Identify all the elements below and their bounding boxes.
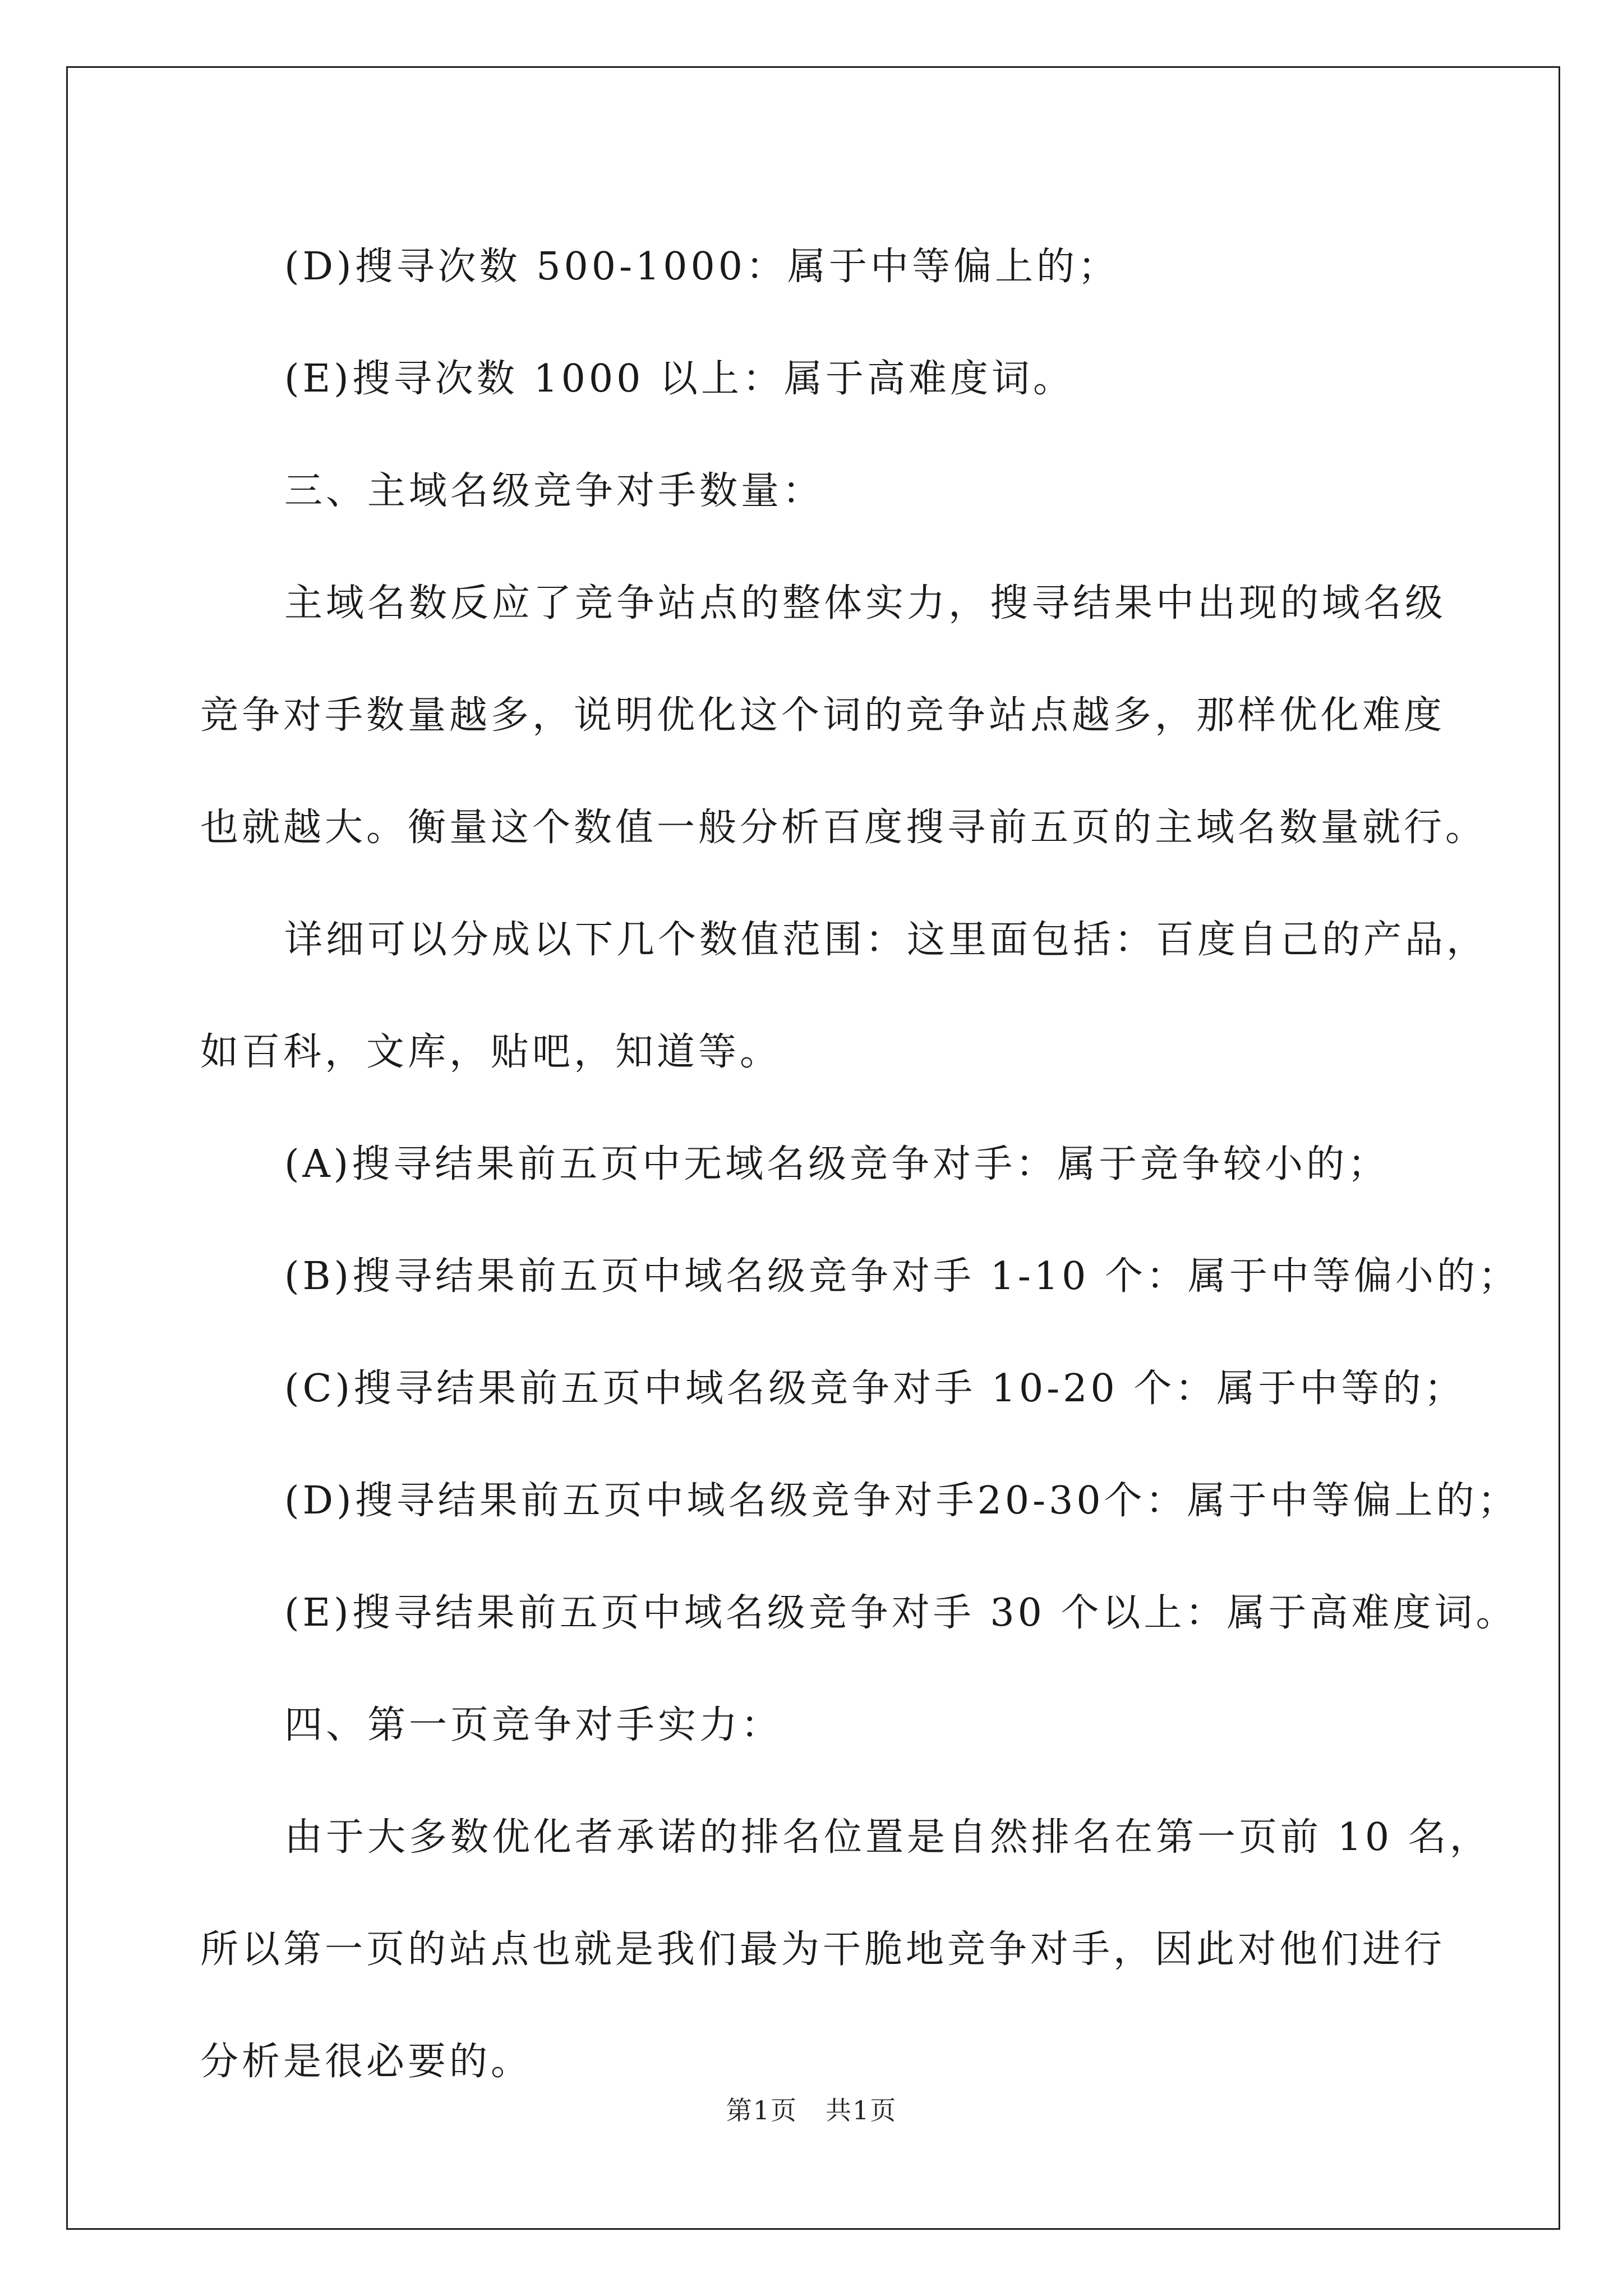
page-footer — [0, 2090, 1623, 2127]
paragraph-line: 竞争对手数量越多，说明优化这个词的竞争站点越多，那样优化难度 — [200, 693, 1446, 738]
list-item: (A)搜寻结果前五页中无域名级竞争对手：属于竞争较小的； — [284, 1142, 1390, 1186]
paragraph-line: 由于大多数优化者承诺的排名位置是自然排名在第一页前 10 名， — [284, 1815, 1491, 1860]
paragraph-line: (D)搜寻次数 500-1000：属于中等偏上的； — [284, 245, 1120, 289]
document-body — [200, 211, 1520, 2118]
paragraph-line: 如百科，文库，贴吧，知道等。 — [200, 1030, 782, 1074]
paragraph-line: 分析是很必要的。 — [200, 2040, 533, 2084]
paragraph-line: (E)搜寻次数 1000 以上：属于高难度词。 — [284, 357, 1075, 401]
paragraph-line: 详细可以分成以下几个数值范围：这里面包括：百度自己的产品， — [284, 918, 1488, 962]
list-item: (C)搜寻结果前五页中域名级竞争对手 10-20 个：属于中等的； — [284, 1366, 1466, 1411]
paragraph-line: 主域名数反应了竞争站点的整体实力，搜寻结果中出现的域名级 — [284, 581, 1447, 625]
list-item: (D)搜寻结果前五页中域名级竞争对手20-30个：属于中等偏上的； — [284, 1479, 1519, 1523]
section-heading: 三、主域名级竞争对手数量： — [284, 469, 824, 513]
paragraph-line: 所以第一页的站点也就是我们最为干脆地竞争对手，因此对他们进行 — [200, 1927, 1446, 1972]
section-heading: 四、第一页竞争对手实力： — [284, 1703, 783, 1747]
list-item: (B)搜寻结果前五页中域名级竞争对手 1-10 个：属于中等偏小的； — [284, 1254, 1520, 1299]
list-item: (E)搜寻结果前五页中域名级竞争对手 30 个以上：属于高难度词。 — [284, 1591, 1518, 1635]
page-number: 第1页 — [726, 2095, 797, 2125]
paragraph-line: 也就越大。衡量这个数值一般分析百度搜寻前五页的主域名数量就行。 — [200, 806, 1487, 850]
page-total: 共1页 — [826, 2095, 897, 2125]
